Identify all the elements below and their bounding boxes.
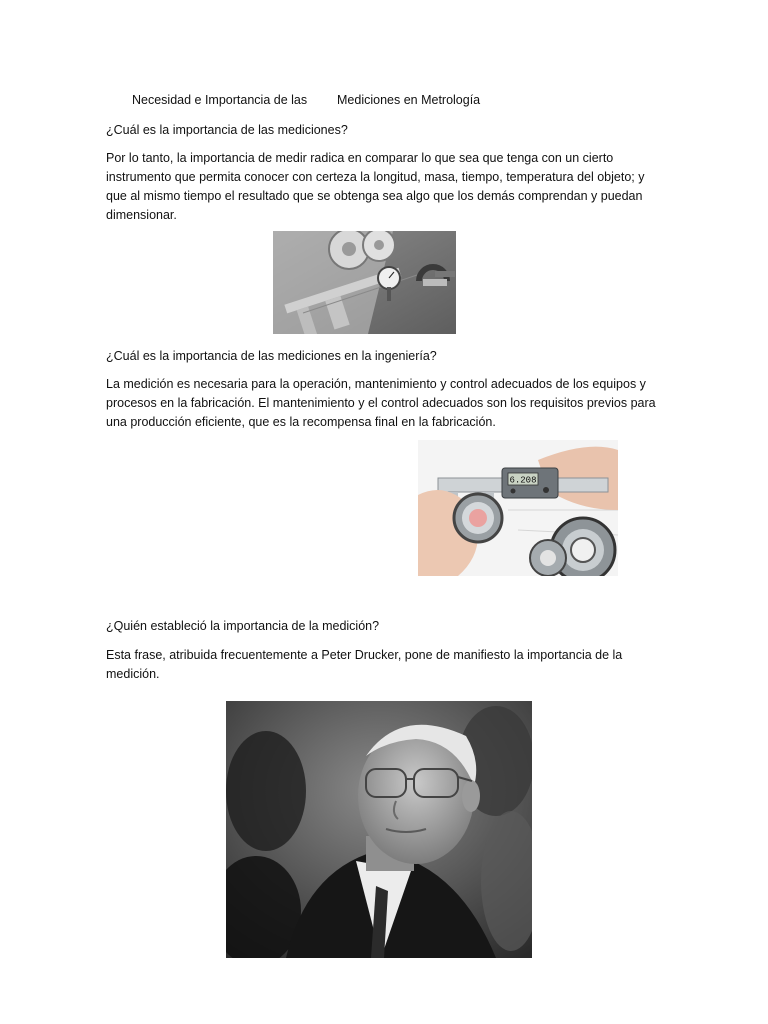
section-1-answer: Por lo tanto, la importancia de medir radica en comparar lo que sea que tenga con un cierto instrumento que permita conocer con certeza la longitud, masa, tiempo, temperatura del objeto; y que al mismo tiempo el resultado que se obtenga sea algo que los demás comprendan y puedan dimensionar. [106,151,645,222]
section-2-answer: La medición es necesaria para la operación, mantenimiento y control adecuados de los equipos y procesos en la fabricación. El mantenimiento y el control adecuados son los requisitos previos para una producción eficiente, que es la recompensa final en la fabricación. [106,377,656,429]
peter-drucker-portrait-photo [226,701,532,958]
title-left: Necesidad e Importancia de las [132,93,308,107]
caliper-display-readout: 6.208 [509,475,537,486]
title-right: Mediciones en Metrología [337,93,481,107]
section-1-question: ¿Cuál es la importancia de las mediciones? [106,123,348,137]
measuring-tools-photo [273,231,456,334]
section-3-answer: Esta frase, atribuida frecuentemente a Peter Drucker, pone de manifiesto la importancia de la medición. [106,648,623,681]
section-3-question: ¿Quién estableció la importancia de la medición? [106,619,380,633]
caliper-bearing-photo [418,440,618,576]
section-2-question: ¿Cuál es la importancia de las mediciones en la ingeniería? [106,349,437,363]
